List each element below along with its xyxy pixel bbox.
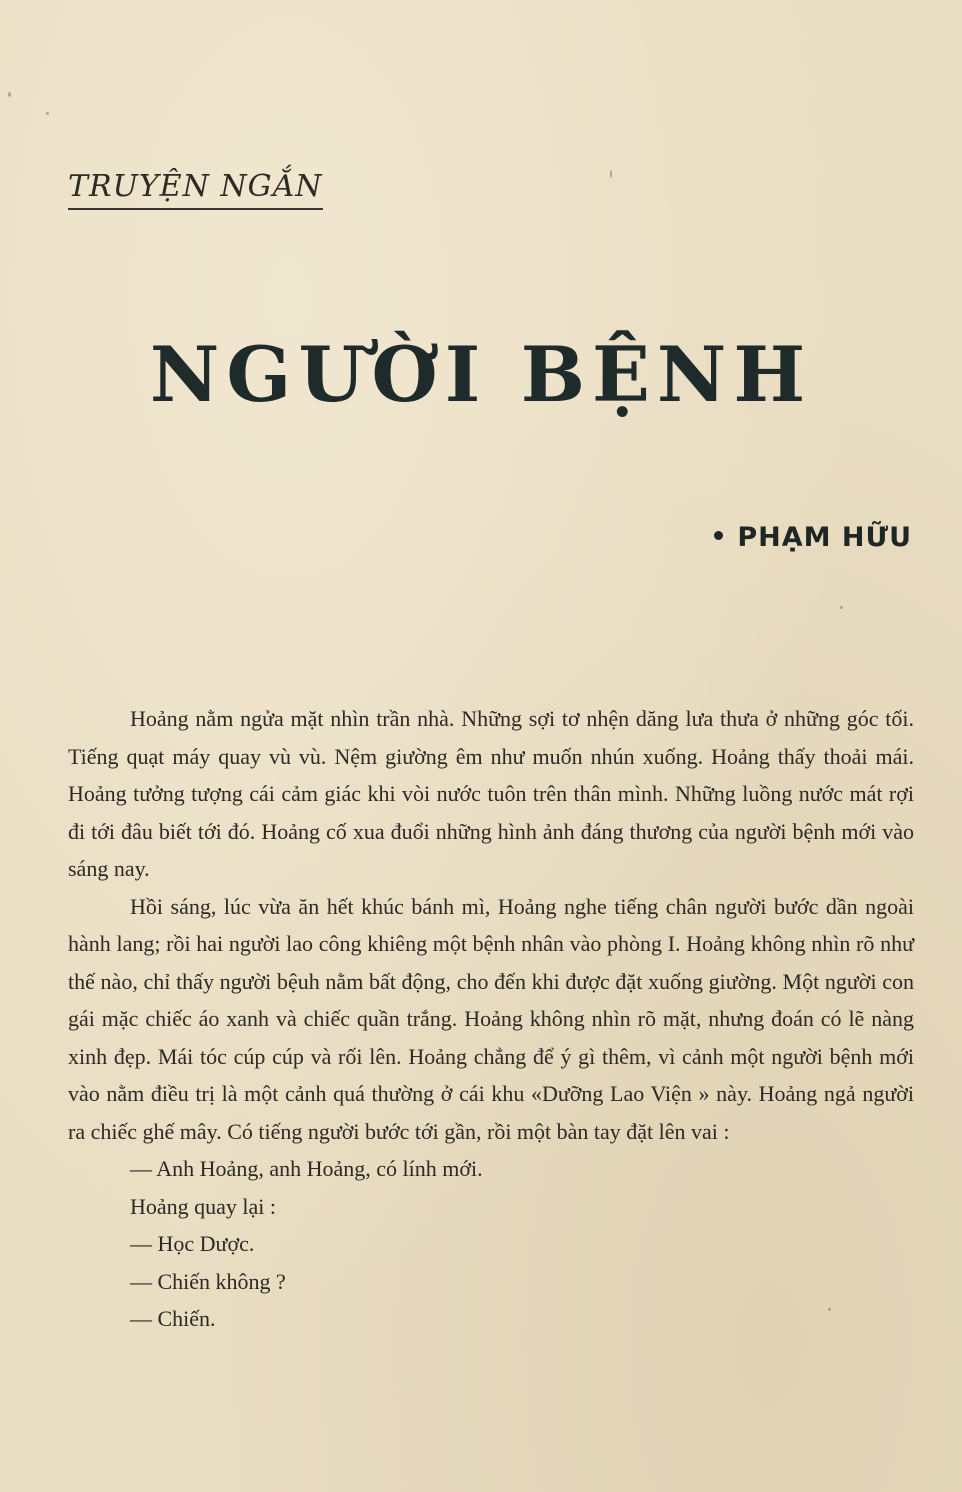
dialog-line: — Chiến không ?	[130, 1268, 286, 1294]
author-name: PHẠM HỮU	[737, 522, 912, 553]
dialog-line: — Chiến.	[130, 1306, 216, 1331]
section-label: TRUYỆN NGẮN	[68, 168, 323, 210]
story-body	[68, 700, 914, 1338]
bullet-icon	[714, 531, 723, 540]
author-byline	[714, 520, 912, 556]
dialog-line: — Anh Hoảng, anh Hoảng, có lính mới.	[130, 1156, 483, 1181]
paper-speck	[8, 92, 11, 97]
dialog-line: — Học Dược.	[130, 1231, 255, 1256]
paper-speck	[610, 170, 612, 178]
paper-speck	[46, 112, 49, 115]
paragraph: Hồi sáng, lúc vừa ăn hết khúc bánh mì, Hoảng nghe tiếng chân người bước dần ngoài hành lang; rồi hai người lao công khiêng một bệnh nhân vào phòng I. Hoảng không nhìn rõ như thế nào, chỉ thấy người bệuh nằm bất động, cho đến khi được đặt xuống giường. Một người con gái mặc chiếc áo xanh và chiếc quần trắng. Hoảng không nhìn rõ mặt, nhưng đoán có lẽ nàng xinh đẹp. Mái tóc cúp cúp và rối lên. Hoảng chẳng để ý gì thêm, vì cảnh một người bệnh mới vào nằm điều trị là một cảnh quá thường ở cái khu «Dưỡng Lao Viện » này. Hoảng ngả người ra chiếc ghế mây. Có tiếng người bước tới gần, rồi một bàn tay đặt lên vai :	[68, 893, 914, 1144]
story-title: NGƯỜI BỆNH	[149, 330, 813, 419]
paper-speck	[840, 606, 843, 609]
paragraph: Hoảng nằm ngửa mặt nhìn trần nhà. Những sợi tơ nhện dăng lưa thưa ở những góc tối. Tiếng quạt máy quay vù vù. Nệm giường êm như muốn nhún xuống. Hoảng thấy thoải mái. Hoảng tưởng tượng cái cảm giác khi vòi nước tuôn trên thân mình. Những luồng nước mát rợi đi tới đâu biết tới đó. Hoảng cố xua đuổi những hình ảnh đáng thương của người bệnh mới vào sáng nay.	[68, 706, 914, 881]
dialog-line: Hoảng quay lại :	[130, 1193, 277, 1219]
